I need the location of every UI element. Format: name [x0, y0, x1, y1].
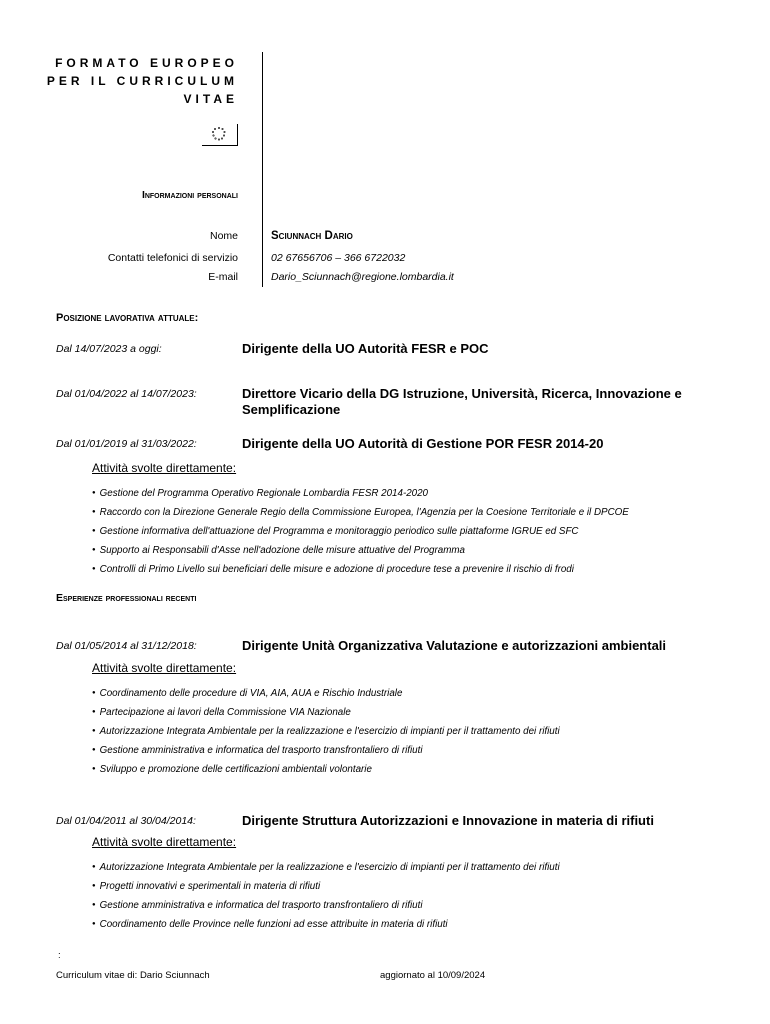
list-item: ● Gestione del Programma Operativo Regionale Lombardia FESR 2014-2020	[92, 485, 629, 504]
list-item: ● Autorizzazione Integrata Ambientale per la realizzazione e l'esercizio di impianti per il trattamento dei rifiuti	[92, 859, 560, 878]
entry-date: Dal 14/07/2023 a oggi:	[56, 343, 162, 355]
footer-mark: :	[58, 950, 61, 961]
entry-role: Dirigente Unità Organizzativa Valutazione e autorizzazioni ambientali	[242, 638, 667, 653]
entry-role: Dirigente Struttura Autorizzazioni e Innovazione in materia di rifiuti	[242, 813, 654, 828]
email-value[interactable]: Dario_Sciunnach@regione.lombardia.it	[271, 271, 454, 283]
activities-list	[92, 685, 560, 780]
cv-title-line-3: VITAE	[183, 92, 238, 106]
entry-role: Direttore Vicario della DG Istruzione, Università, Ricerca, Innovazione e Semplificazione	[242, 386, 682, 417]
footer-left: Curriculum vitae di: Dario Sciunnach	[56, 970, 210, 981]
phone-value: 02 67656706 – 366 6722032	[271, 252, 406, 264]
eu-flag-icon	[202, 124, 238, 146]
list-item: ● Gestione amministrativa e informatica del trasporto transfrontaliero di rifiuti	[92, 897, 560, 916]
list-item: ● Raccordo con la Direzione Generale Regio della Commissione Europea, l'Agenzia per la Coesione Territoriale e il DPCOE	[92, 504, 629, 523]
cv-title-line-2: PER IL CURRICULUM	[46, 74, 238, 88]
cv-title-line-1: FORMATO EUROPEO	[55, 56, 238, 70]
name-value: Sciunnach Dario	[271, 230, 353, 242]
list-item: ● Gestione amministrativa e informatica del trasporto transfrontaliero di rifiuti	[92, 742, 560, 761]
list-item: ● Partecipazione ai lavori della Commissione VIA Nazionale	[92, 704, 560, 723]
list-item: ● Coordinamento delle Province nelle funzioni ad esse attribuite in materia di rifiuti	[92, 916, 560, 935]
list-item: ● Coordinamento delle procedure di VIA, AIA, AUA e Rischio Industriale	[92, 685, 560, 704]
recent-experience-heading: Esperienze professionali recenti	[56, 592, 197, 604]
current-position-heading: Posizione lavorativa attuale:	[56, 312, 199, 324]
activities-label: Attività svolte direttamente:	[92, 661, 237, 675]
entry-role: Dirigente della UO Autorità di Gestione POR FESR 2014-20	[242, 436, 604, 451]
entry-date: Dal 01/01/2019 al 31/03/2022:	[56, 438, 197, 450]
list-item: ● Gestione informativa dell'attuazione del Programma e monitoraggio periodico sulle piattaforme IGRUE ed SFC	[92, 523, 629, 542]
email-label: E-mail	[208, 271, 238, 283]
activities-label: Attività svolte direttamente:	[92, 835, 237, 849]
list-item: ● Sviluppo e promozione delle certificazioni ambientali volontarie	[92, 761, 560, 780]
activities-list	[92, 485, 629, 580]
vertical-divider	[262, 52, 263, 287]
phone-label: Contatti telefonici di servizio	[107, 252, 238, 264]
list-item: ● Supporto ai Responsabili d'Asse nell'adozione delle misure attuative del Programma	[92, 542, 629, 561]
activities-list	[92, 859, 560, 935]
activities-label: Attività svolte direttamente:	[92, 461, 237, 475]
personal-info-heading: Informazioni personali	[141, 189, 238, 201]
entry-date: Dal 01/04/2011 al 30/04/2014:	[56, 815, 196, 827]
footer-right: aggiornato al 10/09/2024	[380, 970, 486, 981]
entry-role: Dirigente della UO Autorità FESR e POC	[242, 341, 489, 356]
entry-date: Dal 01/04/2022 al 14/07/2023:	[56, 388, 197, 400]
list-item: ● Controlli di Primo Livello sui beneficiari delle misure e adozione di procedure tese a prevenire il rischio di frodi	[92, 561, 629, 580]
name-label: Nome	[209, 230, 238, 242]
list-item: ● Progetti innovativi e sperimentali in materia di rifiuti	[92, 878, 560, 897]
list-item: ● Autorizzazione Integrata Ambientale per la realizzazione e l'esercizio di impianti per il trattamento dei rifiuti	[92, 723, 560, 742]
entry-date: Dal 01/05/2014 al 31/12/2018:	[56, 640, 197, 652]
